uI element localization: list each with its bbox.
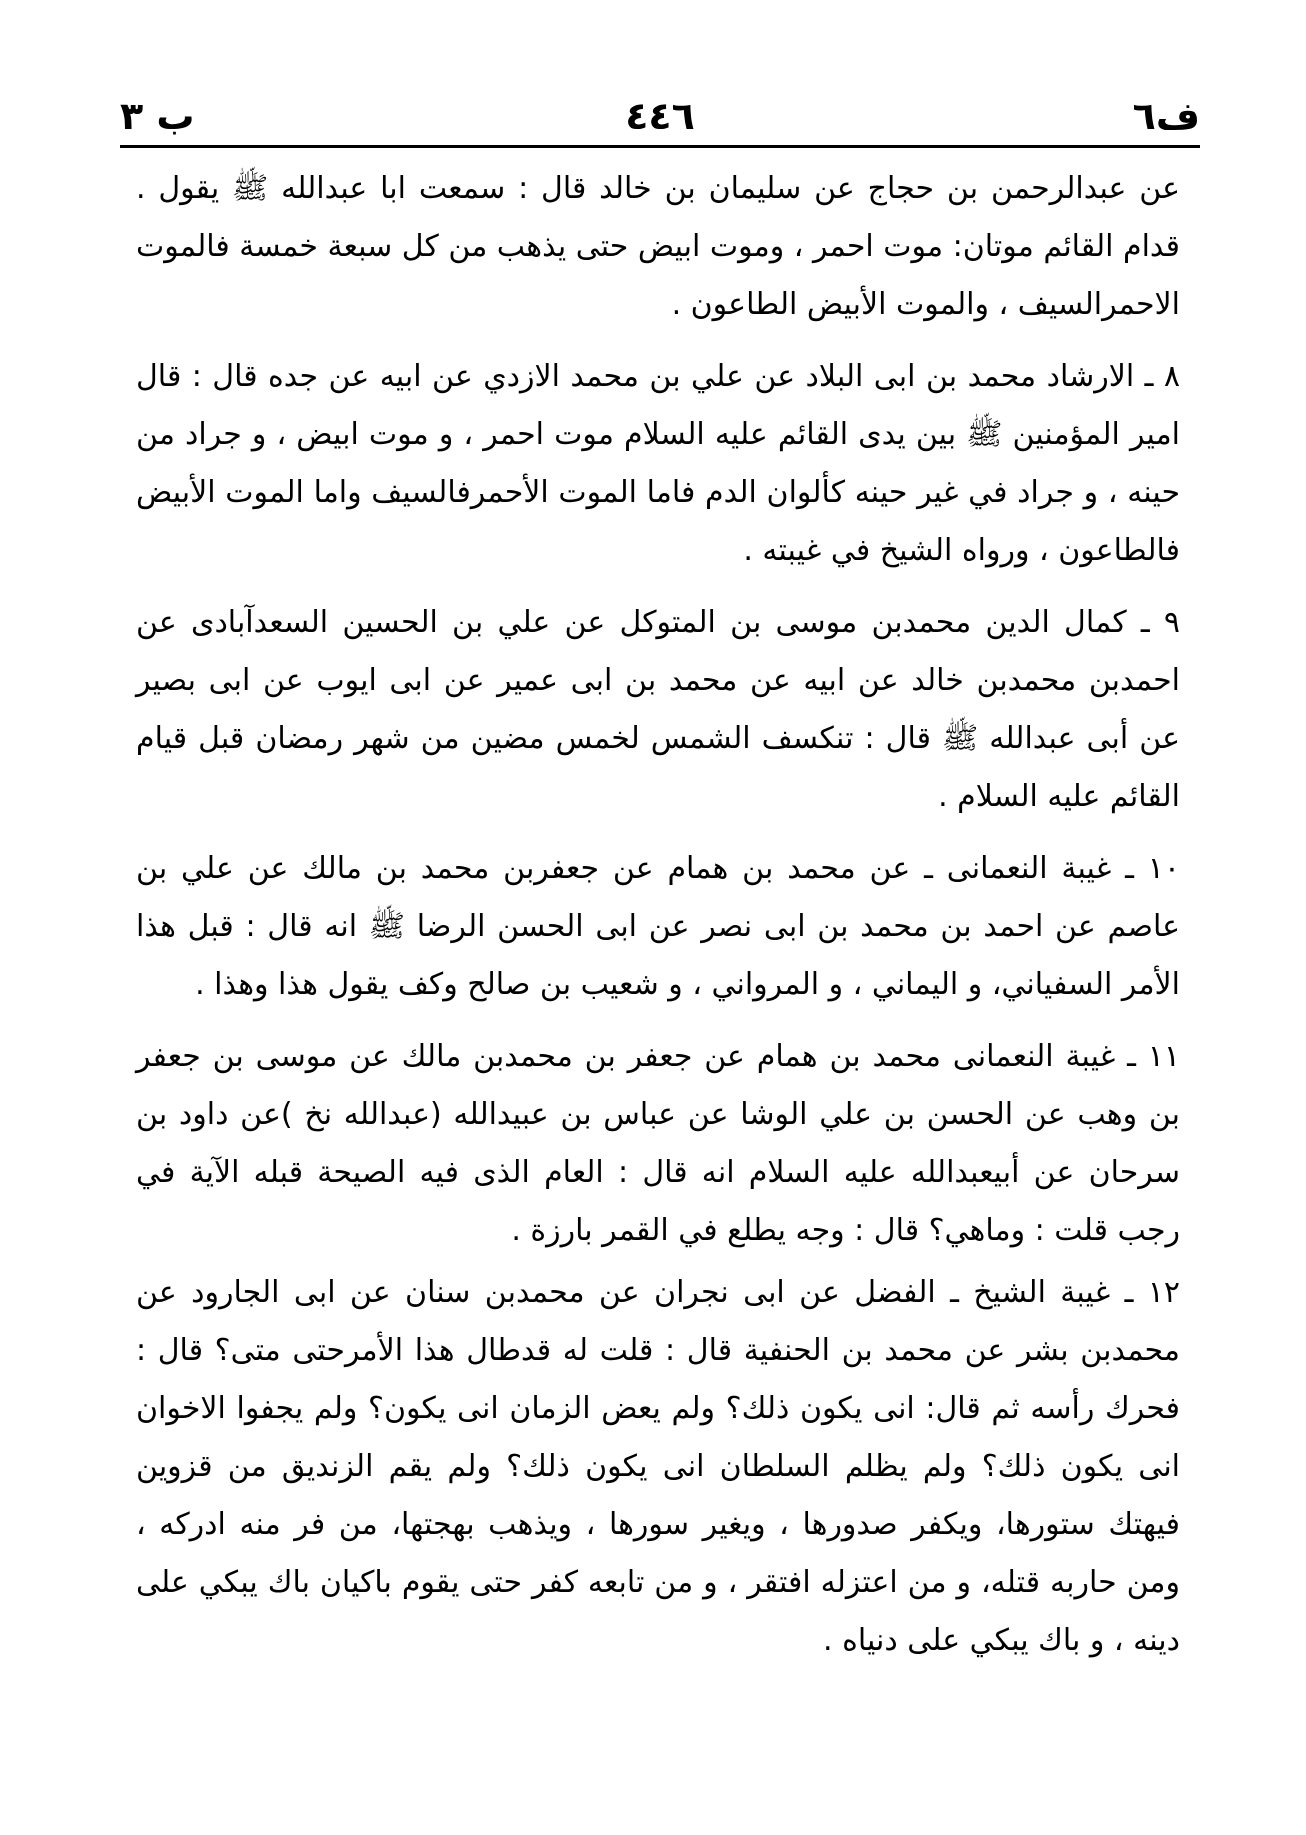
header-divider	[120, 145, 1200, 148]
volume-label: ب ٣	[120, 94, 195, 138]
paragraph-intro: عن عبدالرحمن بن حجاج عن سليمان بن خالد قال : سمعت ابا عبدالله ﷺ يقول . قدام القائم موتان: موت احمر ، وموت ابيض حتى يذهب من كل سبعة خمسة فالموت الاحمرالسيف ، والموت الأبيض الطاعون .	[136, 171, 1180, 322]
page-number: ٤٤٦	[625, 94, 695, 138]
paragraph-10: ١٠ ـ غيبة النعمانى ـ عن محمد بن همام عن جعفربن محمد بن مالك عن علي بن عاصم عن احمد بن محمد بن ابى نصر عن ابى الحسن الرضا ﷺ انه قال : قبل هذا الأمر السفياني، و اليماني ، و المرواني ، و شعيب بن صالح وكف يقول هذا وهذا .	[136, 851, 1180, 1002]
page-header	[120, 88, 1200, 144]
section-label: ف٦	[1132, 94, 1200, 138]
main-text	[136, 160, 1180, 1684]
paragraph-8: ٨ ـ الارشاد محمد بن ابى البلاد عن علي بن محمد الازدي عن ابيه عن جده قال : قال امير المؤمنين ﷺ بين يدى القائم عليه السلام موت احمر ، و موت ابيض ، و جراد من حينه ، و جراد في غير حينه كألوان الدم فاما الموت الأحمرفالسيف واما الموت الأبيض فالطاعون ، ورواه الشيخ في غيبته .	[136, 359, 1180, 568]
paragraph-12: ١٢ ـ غيبة الشيخ ـ الفضل عن ابى نجران عن محمدبن سنان عن ابى الجارود عن محمدبن بشر عن محمد بن الحنفية قال : قلت له قدطال هذا الأمرحتى متى؟ قال : فحرك رأسه ثم قال: انى يكون ذلك؟ ولم يعض الزمان انى يكون؟ ولم يجفوا الاخوان انى يكون ذلك؟ ولم يظلم السلطان انى يكون ذلك؟ ولم يقم الزنديق من قزوين فيهتك ستورها، ويكفر صدورها ، ويغير سورها ، ويذهب بهجتها، من فر منه ادركه ، ومن حاربه قتله، و من اعتزله افتقر ، و من تابعه كفر حتى يقوم باكيان باك يبكي على دينه ، و باك يبكي على دنياه .	[136, 1275, 1180, 1658]
paragraph-11: ١١ ـ غيبة النعمانى محمد بن همام عن جعفر بن محمدبن مالك عن موسى بن جعفر بن وهب عن الحسن بن علي الوشا عن عباس بن عبيدالله (عبدالله نخ )عن داود بن سرحان عن أبيعبدالله عليه السلام انه قال : العام الذى فيه الصيحة قبله الآية في رجب قلت : وماهي؟ قال : وجه يطلع في القمر بارزة .	[136, 1039, 1180, 1248]
paragraph-9: ٩ ـ كمال الدين محمدبن موسى بن المتوكل عن علي بن الحسين السعدآبادى عن احمدبن محمدبن خالد عن ابيه عن محمد بن ابى عمير عن ابى ايوب عن ابى بصير عن أبى عبدالله ﷺ قال : تنكسف الشمس لخمس مضين من شهر رمضان قبل قيام القائم عليه السلام .	[136, 605, 1180, 814]
